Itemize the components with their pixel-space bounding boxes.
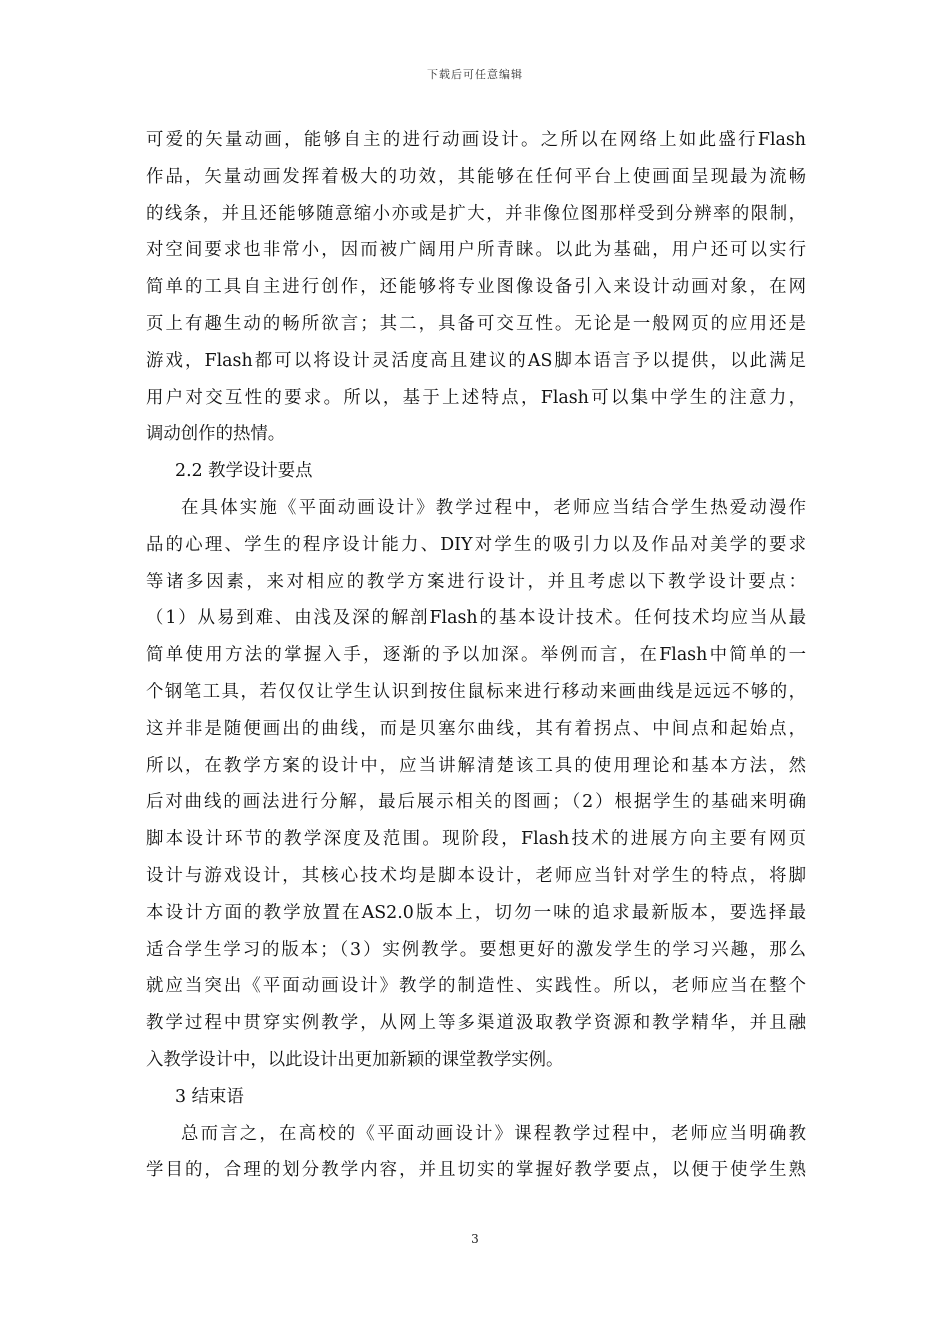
body-line: 后对曲线的画法进行分解，最后展示相关的图画；（2）根据学生的基础来明确 [146, 792, 806, 813]
body-line: 教学过程中贯穿实例教学，从网上等多渠道汲取教学资源和教学精华，并且融 [146, 1013, 806, 1034]
body-line: 学目的，合理的划分教学内容，并且切实的掌握好教学要点，以便于使学生熟 [146, 1160, 806, 1181]
body-line: 入教学设计中，以此设计出更加新颖的课堂教学实例。 [146, 1049, 564, 1070]
page-number: 3 [471, 1232, 479, 1246]
body-line: 可爱的矢量动画，能够自主的进行动画设计。之所以在网络上如此盛行Flash [146, 130, 806, 150]
body-line: 等诸多因素，来对相应的教学方案进行设计，并且考虑以下教学设计要点： [146, 571, 806, 592]
body-line: 简单的工具自主进行创作，还能够将专业图像设备引入来设计动画对象，在网 [146, 277, 806, 298]
body-line: 调动创作的热情。 [146, 424, 286, 445]
body-line: 游戏，Flash都可以将设计灵活度高且建议的AS脚本语言予以提供，以此满足 [146, 350, 806, 371]
section-heading: 3 结束语 [175, 1086, 244, 1107]
body-line: 对空间要求也非常小，因而被广阔用户所青睐。以此为基础，用户还可以实行 [146, 240, 806, 261]
body-line: 用户对交互性的要求。所以，基于上述特点，Flash可以集中学生的注意力， [146, 387, 806, 408]
body-line: 作品，矢量动画发挥着极大的功效，其能够在任何平台上使画面呈现最为流畅 [146, 166, 806, 187]
body-line: 页上有趣生动的畅所欲言；其二，具备可交互性。无论是一般网页的应用还是 [146, 313, 806, 334]
section-heading: 2.2 教学设计要点 [175, 461, 313, 482]
body-line: 简单使用方法的掌握入手，逐渐的予以加深。举例而言，在Flash中简单的一 [146, 645, 806, 666]
body-line: 设计与游戏设计，其核心技术均是脚本设计，老师应当针对学生的特点，将脚 [146, 865, 806, 886]
body-line: （1）从易到难、由浅及深的解剖Flash的基本设计技术。任何技术均应当从最 [146, 608, 806, 629]
body-line: 个钢笔工具，若仅仅让学生认识到按住鼠标来进行移动来画曲线是远远不够的， [146, 681, 806, 702]
body-line: 本设计方面的教学放置在AS2.0版本上，切勿一味的追求最新版本，要选择最 [146, 902, 806, 923]
body-line: 在具体实施《平面动画设计》教学过程中，老师应当结合学生热爱动漫作 [181, 497, 806, 518]
body-line: 就应当突出《平面动画设计》教学的制造性、实践性。所以，老师应当在整个 [146, 976, 806, 997]
body-line: 总而言之，在高校的《平面动画设计》课程教学过程中，老师应当明确教 [181, 1123, 806, 1144]
body-line: 的线条，并且还能够随意缩小亦或是扩大，并非像位图那样受到分辨率的限制， [146, 203, 806, 224]
body-line: 脚本设计环节的教学深度及范围。现阶段，Flash技术的进展方向主要有网页 [146, 829, 806, 850]
body-line: 适合学生学习的版本；（3）实例教学。要想更好的激发学生的学习兴趣，那么 [146, 939, 806, 960]
body-line: 这并非是随便画出的曲线，而是贝塞尔曲线，其有着拐点、中间点和起始点， [146, 718, 806, 739]
body-line: 所以，在教学方案的设计中，应当讲解清楚该工具的使用理论和基本方法，然 [146, 755, 806, 776]
document-body [146, 122, 806, 1189]
body-line: 品的心理、学生的程序设计能力、DIY对学生的吸引力以及作品对美学的要求 [146, 534, 806, 555]
page-header: 下载后可任意编辑 [427, 68, 523, 81]
